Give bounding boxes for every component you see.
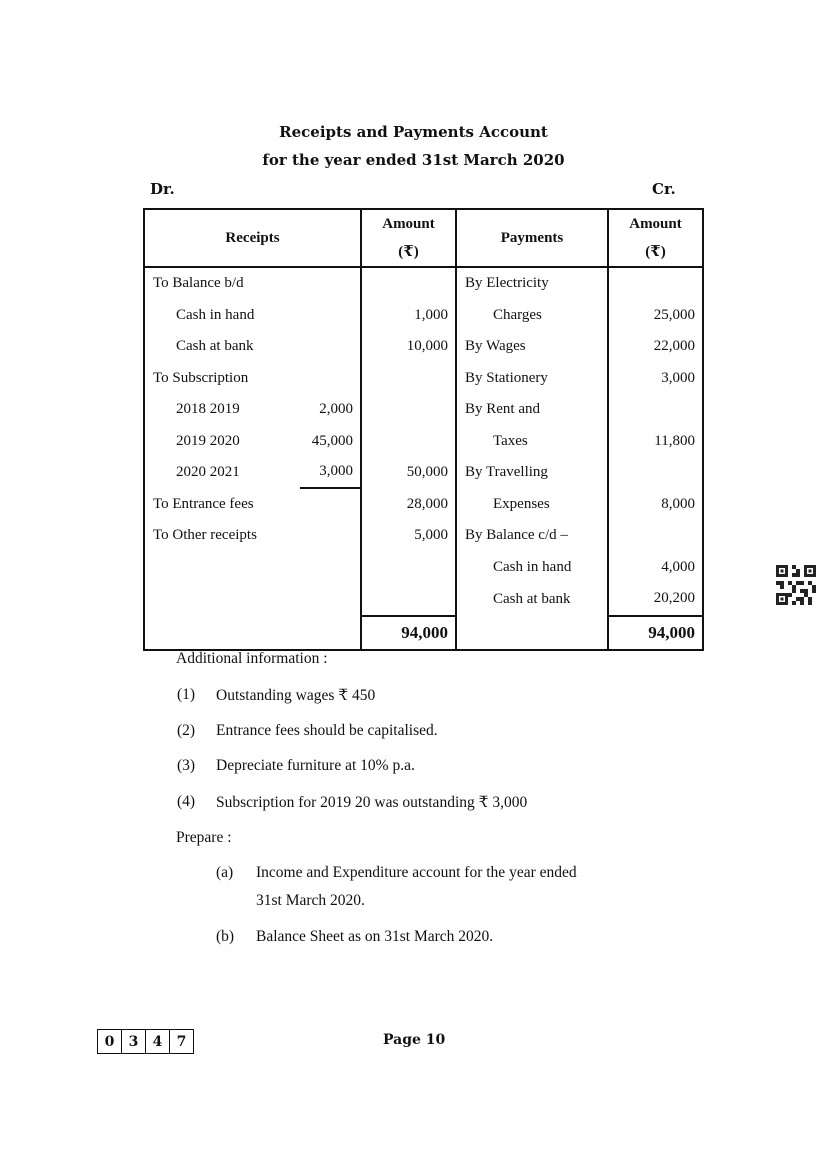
payment-cell — [456, 457, 608, 489]
payment-label: Charges — [493, 306, 542, 323]
receipt-sub-amount: 3,000 — [300, 457, 360, 489]
receipt-sub-amount — [300, 363, 360, 395]
question-paper-code — [97, 1029, 194, 1054]
receipt-cell — [144, 363, 361, 395]
amount-header-line1: Amount — [629, 216, 682, 232]
table-row — [144, 520, 703, 552]
info-item-text: Outstanding wages ₹ 450 — [216, 687, 376, 704]
receipts-amount-header — [361, 209, 456, 267]
receipt-sub-amount — [300, 331, 360, 363]
payment-label: By Rent and — [465, 401, 540, 418]
payment-amount: 8,000 — [608, 489, 703, 521]
amount-header-line2: (₹) — [645, 244, 666, 260]
table-body — [144, 267, 703, 650]
payment-label: By Travelling — [465, 464, 548, 481]
payment-label: Cash at bank — [493, 590, 571, 607]
total-payment-blank — [456, 616, 608, 650]
credit-label: Cr. — [652, 180, 676, 198]
table-row — [144, 331, 703, 363]
prepare-item-b-text: Balance Sheet as on 31st March 2020. — [256, 928, 494, 945]
prepare-heading: Prepare : — [176, 829, 232, 846]
table-row — [144, 552, 703, 584]
payment-cell — [456, 426, 608, 458]
payment-label: By Stationery — [465, 369, 548, 386]
receipt-cell — [144, 267, 361, 300]
table-row — [144, 363, 703, 395]
prepare-item-a-line2: 31st March 2020. — [256, 892, 365, 909]
table-row — [144, 300, 703, 332]
page-number: Page 10 — [383, 1032, 446, 1048]
receipt-label: To Other receipts — [153, 527, 257, 544]
payment-cell — [456, 267, 608, 300]
account-title: Receipts and Payments Account — [279, 123, 548, 141]
payment-amount: 20,200 — [608, 583, 703, 616]
code-digit: 0 — [98, 1030, 122, 1053]
account-subtitle: for the year ended 31st March 2020 — [262, 151, 565, 169]
receipt-amount: 28,000 — [361, 489, 456, 521]
receipt-cell — [144, 489, 361, 521]
receipt-amount — [361, 363, 456, 395]
payment-amount — [608, 394, 703, 426]
amount-header-line1: Amount — [382, 216, 435, 232]
total-receipt-blank — [144, 616, 361, 650]
table-row — [144, 489, 703, 521]
receipt-amount: 1,000 — [361, 300, 456, 332]
table-row — [144, 457, 703, 489]
payment-label: By Wages — [465, 338, 526, 355]
receipt-label: To Subscription — [153, 369, 249, 386]
receipt-cell — [144, 583, 361, 616]
payment-amount — [608, 457, 703, 489]
prepare-item-a-line1: Income and Expenditure account for the year ended — [256, 864, 577, 881]
prepare-item-b-number: (b) — [216, 928, 235, 945]
receipts-payments-table — [143, 208, 704, 651]
receipt-amount — [361, 583, 456, 616]
info-item-number: (3) — [177, 757, 196, 774]
receipt-label: Cash in hand — [176, 306, 255, 323]
total-receipts: 94,000 — [361, 616, 456, 650]
payment-amount — [608, 267, 703, 300]
total-row — [144, 616, 703, 650]
receipt-amount — [361, 552, 456, 584]
qr-code-icon — [776, 565, 816, 605]
receipt-label: 2019 2020 — [176, 432, 240, 449]
total-payments: 94,000 — [608, 616, 703, 650]
table-row — [144, 394, 703, 426]
receipt-amount — [361, 426, 456, 458]
additional-info-heading: Additional information : — [176, 650, 328, 667]
payment-amount: 4,000 — [608, 552, 703, 584]
info-item-number: (1) — [177, 686, 196, 703]
info-item-number: (4) — [177, 793, 196, 810]
receipt-sub-amount — [300, 583, 360, 616]
receipt-amount: 5,000 — [361, 520, 456, 552]
payment-amount — [608, 520, 703, 552]
payment-cell — [456, 394, 608, 426]
code-digit: 3 — [122, 1030, 146, 1053]
receipt-cell — [144, 426, 361, 458]
prepare-item-a-number: (a) — [216, 864, 234, 881]
info-item-number: (2) — [177, 722, 196, 739]
receipt-sub-amount: 45,000 — [311, 432, 353, 449]
payment-cell — [456, 300, 608, 332]
payment-amount: 3,000 — [608, 363, 703, 395]
receipt-sub-amount — [300, 300, 360, 332]
code-digit: 7 — [176, 1033, 187, 1050]
payment-label: By Electricity — [465, 275, 549, 292]
receipt-cell — [144, 331, 361, 363]
receipt-cell — [144, 300, 361, 332]
receipts-header: Receipts — [144, 209, 361, 267]
receipt-cell — [144, 457, 361, 489]
receipt-sub-amount — [300, 552, 360, 584]
code-digit: 4 — [146, 1030, 170, 1053]
payment-label: Taxes — [493, 432, 528, 449]
payment-cell — [456, 583, 608, 616]
receipt-label: To Entrance fees — [153, 495, 254, 512]
receipt-label: Cash at bank — [176, 338, 254, 355]
receipt-label: 2018 2019 — [176, 401, 240, 418]
table-row — [144, 583, 703, 616]
receipt-sub-amount: 2,000 — [319, 401, 353, 418]
payments-header: Payments — [456, 209, 608, 267]
payment-label: Cash in hand — [493, 558, 572, 575]
table-row — [144, 426, 703, 458]
receipt-sub-amount — [300, 268, 360, 300]
payments-amount-header — [608, 209, 703, 267]
receipt-cell — [144, 520, 361, 552]
info-item-text: Subscription for 2019 20 was outstanding ₹ 3,000 — [216, 794, 528, 811]
payment-label: Expenses — [493, 495, 550, 512]
debit-label: Dr. — [150, 180, 175, 198]
info-item-text: Entrance fees should be capitalised. — [216, 722, 438, 739]
payment-cell — [456, 331, 608, 363]
receipt-amount: 10,000 — [361, 331, 456, 363]
info-item-text: Depreciate furniture at 10% p.a. — [216, 757, 415, 774]
receipt-sub-amount — [300, 489, 360, 521]
table-row — [144, 267, 703, 300]
payment-cell — [456, 489, 608, 521]
payment-amount: 25,000 — [608, 300, 703, 332]
receipt-label: To Balance b/d — [153, 275, 244, 292]
payment-cell — [456, 552, 608, 584]
receipt-cell — [144, 552, 361, 584]
payment-cell — [456, 520, 608, 552]
payment-label: By Balance c/d – — [465, 527, 568, 544]
receipt-cell — [144, 394, 361, 426]
receipt-amount — [361, 267, 456, 300]
receipt-amount — [361, 394, 456, 426]
payment-amount: 11,800 — [608, 426, 703, 458]
receipt-label: 2020 2021 — [176, 464, 240, 481]
receipt-amount: 50,000 — [361, 457, 456, 489]
payment-cell — [456, 363, 608, 395]
amount-header-line2: (₹) — [398, 244, 419, 260]
payment-amount: 22,000 — [608, 331, 703, 363]
receipt-sub-amount — [300, 520, 360, 552]
